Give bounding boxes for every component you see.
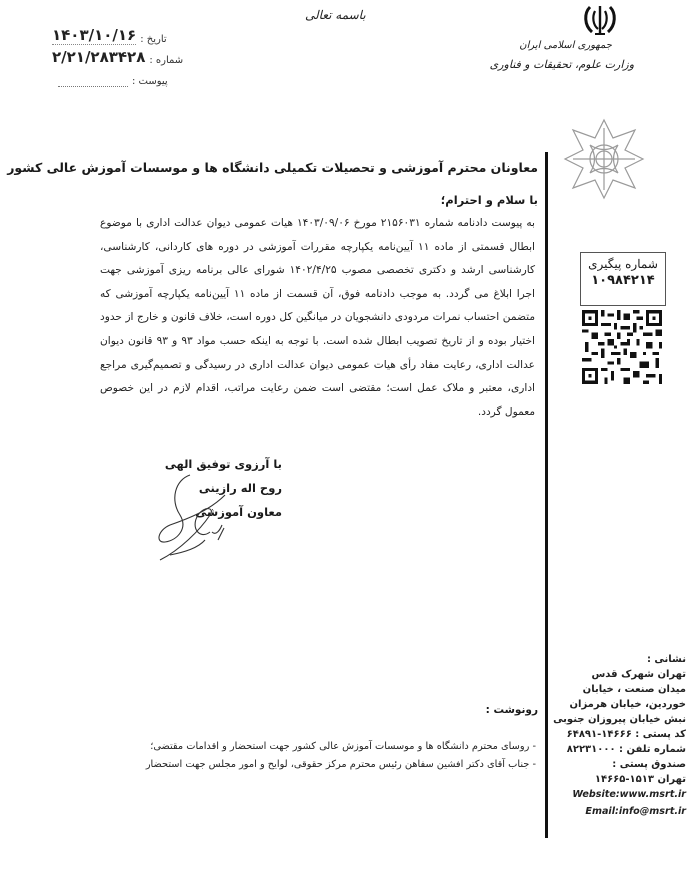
cc-label: رونوشت : — [485, 704, 538, 716]
po-box-label: صندوق پستی : — [612, 759, 686, 770]
postal-code: کد پستی : ۱۴۶۶۶-۶۴۸۹۱ — [566, 729, 686, 740]
letter-body — [100, 212, 535, 424]
recipient-heading: معاونان محترم آموزشی و تحصیلات تکمیلی دانشگاه ها و موسسات آموزش عالی کشور — [7, 160, 538, 175]
letter-body-paragraph: به پیوست دادنامه شماره ۲۱۵۶۰۳۱ مورخ ۱۴۰۳/۰۹/۰۶ هیات عمومی دیوان عدالت اداری با موضوع ابطال قسمتی از ماده ۱۱ آیین‌نامه یکپارچه مقررات آموزشی در دوره های کاردانی، کارشناسی، کارشناسی ارشد و دکتری تخصصی مصوب ۱۴۰۲/۴/۲۵ شورای عالی برنامه ریزی آموزشی جهت اجرا ابلاغ می گردد. به موجب دادنامه فوق، آن قسمت از ماده ۱۱ آیین‌نامه یکپارچه آموزشی که متضمن احتساب نمرات مردودی دانشجویان در میانگین کل دوره است، خلاف قانون و خارج از حدود اختیار بوده و از تاریخ تصویب ابطال شده است. با توجه به اینکه حسب مواد ۹۳ و ۹۳ قانون دیوان عدالت اداری، رعایت مفاد رأی هیات عمومی دیوان عدالت اداری در رسیدگی و تصمیم‌گیری مراجع اداری، معتبر و ملاک عمل است؛ مقتضی است ضمن رعایت مراتب، اقدام لازم در این خصوص معمول گردد. — [100, 217, 536, 418]
closing-wish: با آرزوی توفیق الهی — [164, 457, 282, 471]
date-field — [52, 26, 167, 45]
number-label: شماره : — [149, 55, 184, 66]
greeting: با سلام و احترام؛ — [440, 193, 538, 207]
tracking-number-box — [580, 252, 666, 306]
date-label: تاریخ : — [140, 34, 167, 45]
contact-block — [546, 652, 686, 819]
signer-title: معاون آموزشی — [195, 505, 282, 519]
government-name: جمهوری اسلامی ایران — [519, 40, 612, 51]
tracking-number: ۱۰۹۸۴۲۱۴ — [591, 273, 655, 288]
cc-item: - جناب آقای دکتر افشین سفاهن رئیس محترم مرکز حقوقی، لوایح و امور مجلس جهت استحضار — [145, 759, 536, 770]
address-line: نبش خیابان پیروزان جنوبی — [553, 714, 686, 725]
ministry-name: وزارت علوم، تحقیقات و فناوری — [489, 58, 634, 71]
tracking-label: شماره پیگیری — [588, 257, 658, 271]
iran-emblem-icon — [582, 5, 618, 37]
qr-code-icon[interactable] — [582, 310, 662, 384]
cc-item: - روسای محترم دانشگاه ها و موسسات آموزش عالی کشور جهت استحضار و اقدامات مقتضی؛ — [150, 741, 536, 752]
address-line: تهران شهرک قدس — [591, 669, 686, 680]
phone-number: شماره تلفن : ۸۲۲۳۱۰۰۰ — [566, 744, 686, 755]
signature-icon — [150, 470, 240, 565]
address-label: نشانی : — [646, 654, 686, 665]
basmala: باسمه تعالی — [305, 8, 366, 22]
number-value: ۲/۲۱/۲۸۳۴۲۸ — [52, 48, 146, 66]
attachment-field — [58, 76, 168, 87]
ornament-icon — [563, 118, 645, 200]
address-line: خوردین، خیابان هرمزان — [569, 699, 686, 710]
po-box: تهران ۱۵۱۳-۱۴۶۶۵ — [594, 774, 686, 785]
attachment-label: پیوست : — [132, 76, 168, 87]
email-link[interactable]: Email:info@msrt.ir — [585, 806, 686, 817]
signer-name: روح اله رازینی — [198, 481, 282, 495]
address-line: میدان صنعت ، خیابان — [582, 684, 686, 695]
number-field — [52, 48, 183, 66]
date-value: ۱۴۰۳/۱۰/۱۶ — [52, 26, 137, 44]
cc-list — [146, 738, 536, 774]
website-link[interactable]: Website:www.msrt.ir — [572, 789, 686, 800]
attachment-dots — [58, 78, 128, 87]
